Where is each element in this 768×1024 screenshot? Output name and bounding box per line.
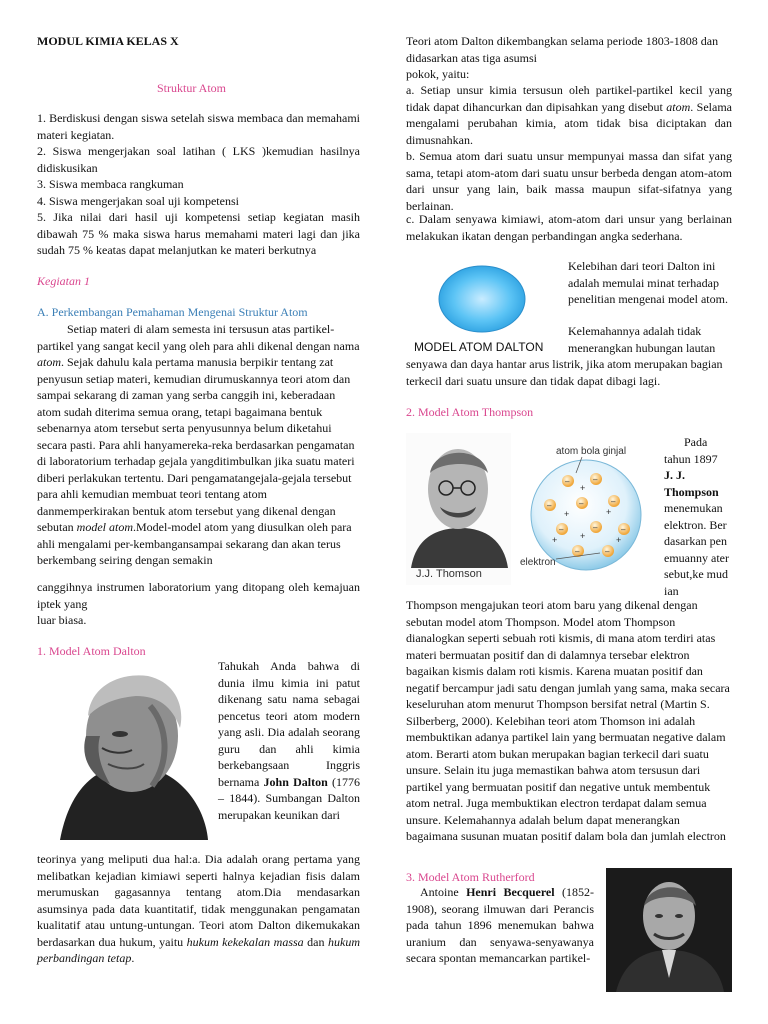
elektron-label: elektron bbox=[520, 557, 556, 568]
section-a-heading: A. Perkembangan Pemahaman Mengenai Struktur Atom bbox=[37, 305, 308, 319]
svg-text:+: + bbox=[606, 507, 612, 517]
step-item: 2. Siswa mengerjakan soal latihan ( LKS )kemudian hasilnya didiskusikan bbox=[37, 144, 360, 175]
svg-text:–: – bbox=[559, 525, 564, 534]
rutherford-portrait-icon bbox=[606, 868, 732, 992]
svg-text:–: – bbox=[621, 525, 626, 534]
intro-paragraph: Setiap materi di alam semesta ini tersusun atas partikel-partikel yang sangat kecil yang oleh para ahli dikenal dengan nama atom. Sejak dahulu kala pertama manusia berpikir tentang zat penyusun setiap materi, kemudian dirumuskannya teori atom dan sampai sekarang di zaman yang serba canggih ini, keberadaan atom sudah diterima semua orang, tetapi bagaimana bentuk sebenarnya atom tersebut serta penyusunnya belum diketahui secara pasti. Para ahli hanyamereka-reka berdasarkan pengamatan di laboratorium terhadap gejala yangditimbulkan jika suatu materi diberi perlakukan tertentu. Dari pengamatangejala-gejala tersebut para ahli kemudian membuat teori tentang atom danmemperkirakan bentuk atom tersebut yang dikenal dengan sebutan model atom.Model-model atom yang diusulkan oleh para ahli mengalami per-kembangansampai sekarang dan akan terus berkembang seiring dengan semakin bbox=[37, 322, 360, 567]
dalton-heading: 1. Model Atom Dalton bbox=[37, 644, 146, 658]
assumption-b: b. Semua atom dari suatu unsur mempunyai massa dan sifat yang sama, tetapi atom-atom dari suatu unsur berbeda dengan atom-atom dari unsur yang lain, baik massa maupun sifat-sifatnya yang berlainan. bbox=[406, 149, 732, 213]
svg-text:+: + bbox=[580, 483, 586, 493]
rutherford-portrait bbox=[606, 868, 732, 992]
dalton-sphere bbox=[436, 264, 528, 334]
svg-text:–: – bbox=[547, 501, 552, 510]
thomson-photo-caption: J.J. Thomson bbox=[416, 568, 482, 580]
dalton-paragraph: teorinya yang meliputi dua hal:a. Dia adalah orang pertama yang melibatkan kejadian kimiawi seperti halnya kejadian fisis dalam merumuskan gagasannya tentang atom.Dia mendasarkan asumsinya pada data kuantitatif, tidak menggunakan pengamatan kualitatif atau untung-untungan. Teori atom Dalton dikemukakan berdasarkan dua hukum, yaitu hukum kekekalan massa dan hukum perbandingan tetap. bbox=[37, 852, 361, 965]
svg-text:+: + bbox=[580, 531, 586, 541]
svg-text:–: – bbox=[579, 499, 584, 508]
svg-text:–: – bbox=[565, 477, 570, 486]
thomson-paragraph: Thompson mengajukan teori atom baru yang dikenal dengan sebutan model atom Thompson. Model atom Thompson dianalogkan seperti sebuah roti kismis, di mana atom terdiri atas materi bermuatan positif dan di dalamnya tersebar elektron bagaikan kismis dalam roti kismis. Karena muatan positif dan negatif bercampur jadi satu dengan jumlah yang sama, maka secara keseluruhan atom menurut Thompson bersifat netral (Martin S. Silberberg, 2000). Kelebihan teori atom Thomson ini adalah membuktikan adanya partikel lain yang bermuatan negative dalam atom. Berarti atom bukan merupakan bagian terkecil dari suatu unsure. Selain itu juga memastikan bahwa atom tersusun dari partikel yang bermuatan positif dan negative untuk membentuk atom netral. Juga membuktikan electron terdapat dalam semua unsure. Kelemahannya adalah belum dapat menerangkan bagaimana susunan muatan positif dalam bola dan jumlah electron bbox=[406, 598, 730, 843]
svg-text:+: + bbox=[616, 535, 622, 545]
svg-text:+: + bbox=[552, 535, 558, 545]
step-item: 4. Siswa mengerjakan soal uji kompetensi bbox=[37, 193, 239, 208]
svg-text:–: – bbox=[593, 475, 598, 484]
svg-text:+: + bbox=[564, 509, 570, 519]
dalton-portrait-icon bbox=[40, 666, 208, 840]
dalton-model-caption: MODEL ATOM DALTON bbox=[414, 340, 544, 354]
dalton-kelemahan-side: Kelemahannya adalah tidak menerangkan hubungan lautan bbox=[568, 324, 716, 355]
dalton-sphere-icon bbox=[436, 264, 528, 334]
step-item: 3. Siswa membaca rangkuman bbox=[37, 177, 184, 191]
step-item: 1. Berdiskusi dengan siswa setelah siswa membaca dan memahami materi kegiatan. bbox=[37, 111, 360, 142]
dalton-kelebihan: Kelebihan dari teori Dalton ini adalah memulai minat terhadap penelitian mengenai model atom. bbox=[568, 259, 728, 306]
dalton-intro: Teori atom Dalton dikembangkan selama periode 1803-1808 dan didasarkan atas tiga asumsi bbox=[406, 34, 719, 65]
svg-text:–: – bbox=[575, 547, 580, 556]
rutherford-paragraph: Antoine Henri Becquerel (1852-1908), seorang ilmuwan dari Perancis pada tahun 1896 menemukan bahwa uranium dan senyawa-senyawanya secara spontan memancarkan partikel- bbox=[406, 885, 594, 965]
assumption-a: a. Setiap unsur kimia tersusun oleh partikel-partikel kecil yang tidak dapat dihancurkan dan dipisahkan yang disebut atom. Selama mengalami perubahan kimia, atom tidak bisa diciptakan dan dimusnahkan. bbox=[406, 83, 732, 147]
dalton-portrait bbox=[40, 666, 208, 840]
dalton-side-text: Tahukah Anda bahwa di dunia ilmu kimia ini patut dikenang satu nama sebagai pencetus teori atom modern yang asli. Dia adalah seorang guru dan ahli kimia berkebangsaan Inggris bernama John Dalton (1776 – 1844). Sumbangan Dalton merupakan keunikan dari bbox=[218, 659, 361, 822]
svg-text:–: – bbox=[593, 523, 598, 532]
dalton-intro-2: pokok, yaitu: bbox=[406, 67, 470, 81]
intro-paragraph-end: canggihnya instrumen laboratorium yang ditopang oleh kemajuan iptek yang bbox=[37, 580, 360, 611]
rutherford-heading: 3. Model Atom Rutherford bbox=[406, 870, 535, 884]
bola-label: atom bola ginjal bbox=[556, 446, 627, 457]
page-title: Struktur Atom bbox=[157, 81, 227, 95]
step-list bbox=[37, 110, 360, 259]
intro-paragraph-tail: luar biasa. bbox=[37, 613, 87, 627]
plum-pudding-diagram bbox=[516, 433, 671, 585]
dalton-kelemahan: senyawa dan daya hantar arus listrik, jika atom merupakan bagian terkecil dari suatu unsure dan tidak dapat dibagi lagi. bbox=[406, 357, 723, 388]
svg-text:–: – bbox=[605, 547, 610, 556]
kegiatan-label: Kegiatan 1 bbox=[37, 274, 90, 288]
step-item: 5. Jika nilai dari hasil uji kompetensi setiap kegiatan masih dibawah 75 % maka siswa harus memahami materi lagi dan jika sudah 75 % keatas dapat melanjutkan ke materi berkutnya bbox=[37, 210, 360, 257]
thomson-side-text: Pada tahun 1897 J. J. Thompson menemukan elektron. Berdasarkan penemuanny atersebut,ke mudian bbox=[664, 435, 729, 598]
thomson-portrait-icon bbox=[406, 433, 511, 585]
svg-text:–: – bbox=[611, 497, 616, 506]
page-header: MODUL KIMIA KELAS X bbox=[37, 34, 179, 48]
thomson-portrait bbox=[406, 433, 511, 585]
thomson-heading: 2. Model Atom Thompson bbox=[406, 405, 534, 419]
assumption-c: c. Dalam senyawa kimiawi, atom-atom dari unsur yang berlainan melakukan ikatan dengan perbandingan angka sederhana. bbox=[406, 212, 732, 243]
